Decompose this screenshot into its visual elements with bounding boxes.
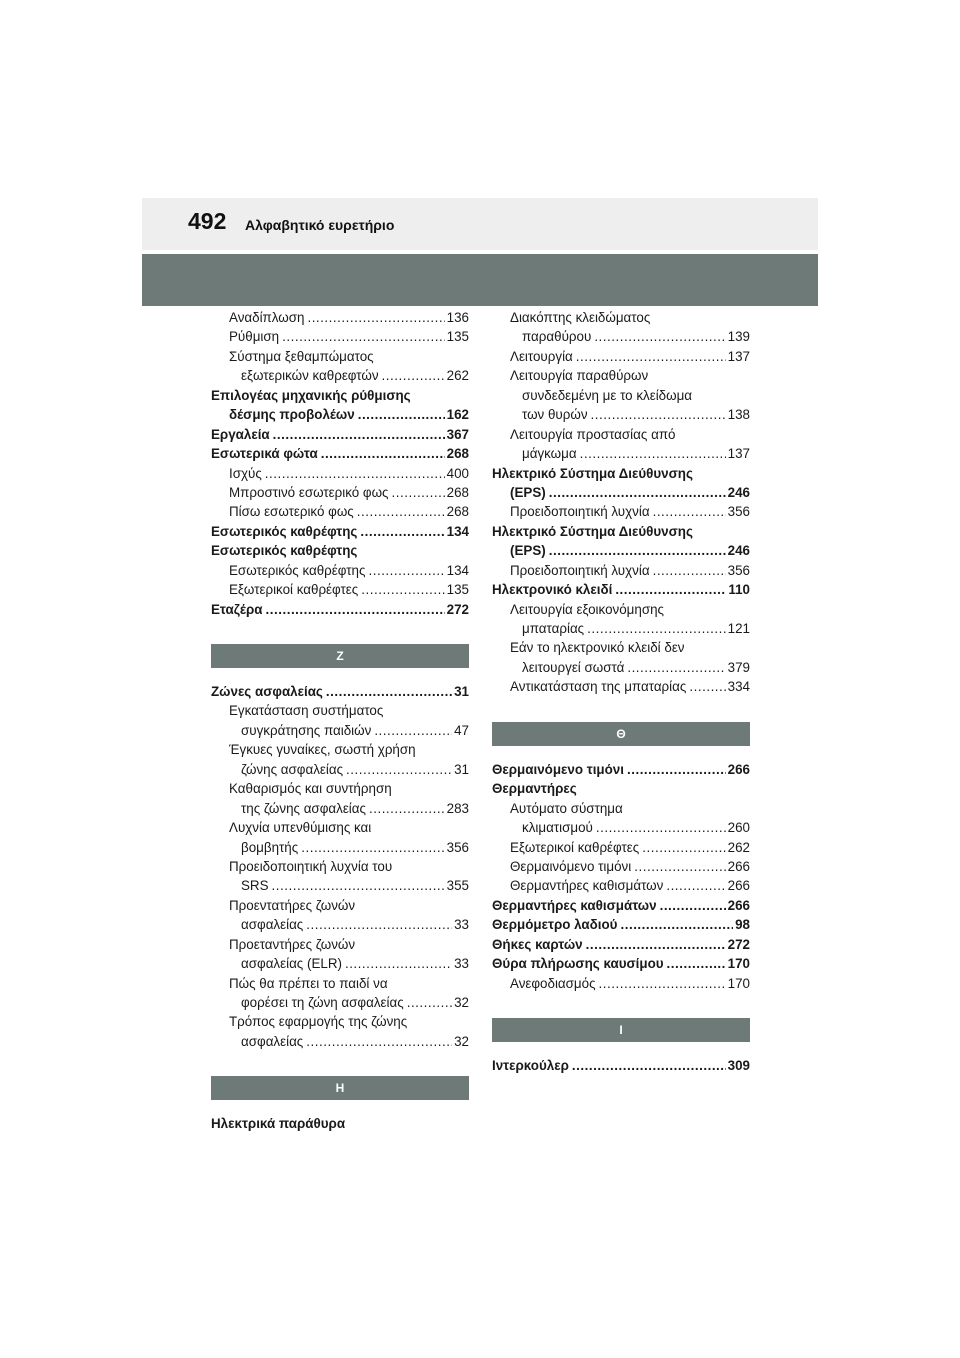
page-reference: 334: [727, 679, 750, 695]
dot-leader: [549, 483, 726, 502]
entry-text: δέσμης προβολέων: [229, 407, 355, 423]
entry-text: Προεταντήρες ζωνών: [229, 936, 356, 952]
page-reference: 32: [454, 995, 469, 1010]
section-gap: [492, 746, 750, 760]
page-reference: 266: [727, 761, 750, 777]
dot-leader: [360, 522, 444, 541]
page-reference: 138: [727, 407, 750, 423]
entry-text: Ζώνες ασφαλείας: [211, 684, 323, 699]
index-entry-heading: [492, 308, 750, 327]
dot-leader: [273, 425, 445, 444]
page-reference: 266: [727, 897, 750, 913]
section-gap: [492, 1042, 750, 1056]
index-entry-heading: [211, 935, 469, 954]
index-entry: [211, 580, 469, 599]
dot-leader: [586, 935, 726, 954]
entry-text: Εταζέρα: [211, 601, 263, 617]
section-letter-bar: H: [211, 1076, 469, 1100]
entry-text: SRS: [241, 878, 269, 894]
index-entry: [211, 308, 469, 327]
page-reference: 266: [727, 878, 750, 894]
index-entry-heading: [492, 386, 750, 405]
page-reference: 400: [446, 465, 469, 481]
entry-text: φορέσει τη ζώνη ασφαλείας: [241, 995, 404, 1010]
index-entry: [211, 760, 469, 779]
page-reference: 367: [446, 426, 469, 442]
section-gap: [211, 668, 469, 682]
dot-leader: [357, 502, 445, 521]
index-entry: [211, 405, 469, 424]
index-entry: [211, 876, 469, 895]
dot-leader: [634, 857, 725, 876]
page-reference: 134: [446, 562, 469, 578]
index-entry: [492, 1056, 750, 1075]
index-entry: [211, 425, 469, 444]
entry-text: Εσωτερικός καθρέφτης: [229, 562, 366, 578]
entry-text: των θυρών: [522, 407, 588, 423]
entry-text: Πίσω εσωτερικό φως: [229, 504, 354, 520]
index-entry-heading: [492, 464, 750, 483]
entry-text: Θερμαντήρες: [492, 781, 577, 797]
page-reference: 246: [727, 484, 750, 500]
dot-leader: [306, 915, 452, 934]
index-entry: [492, 502, 750, 521]
dot-leader: [660, 896, 726, 915]
page-reference: 268: [446, 446, 469, 462]
index-entry-heading: [211, 541, 469, 560]
entry-text: Εγκατάσταση συστήματος: [229, 703, 384, 719]
index-entry-heading: [211, 896, 469, 915]
dot-leader: [346, 760, 452, 779]
index-entry: [492, 974, 750, 993]
section-letter-bar: Θ: [492, 722, 750, 746]
index-entry: [492, 483, 750, 502]
entry-text: Λειτουργία εξοικονόμησης: [510, 601, 664, 617]
entry-text: Θερμόμετρο λαδιού: [492, 917, 618, 933]
dot-leader: [368, 561, 444, 580]
dot-leader: [594, 327, 725, 346]
page-reference: 262: [446, 368, 469, 384]
entry-text: Ανεφοδιασμός: [510, 975, 596, 991]
entry-text: Εσωτερικός καθρέφτης: [211, 523, 358, 539]
page-reference: 268: [446, 484, 469, 500]
index-entry: [492, 619, 750, 638]
page-reference: 170: [727, 975, 750, 991]
entry-text: (EPS): [510, 484, 546, 500]
dot-leader: [666, 876, 725, 895]
entry-text: Λειτουργία: [510, 348, 573, 364]
dot-leader: [620, 915, 733, 934]
index-entry: [211, 502, 469, 521]
index-entry: [492, 954, 750, 973]
entry-text: Ηλεκτρονικό κλειδί: [492, 582, 613, 598]
dot-leader: [326, 682, 452, 701]
index-entry: [492, 935, 750, 954]
dot-leader: [306, 1032, 452, 1051]
entry-text: Αναδίπλωση: [229, 310, 305, 325]
section-gap: [211, 619, 469, 644]
index-entry: [211, 366, 469, 385]
index-entry: [211, 327, 469, 346]
index-entry: [211, 600, 469, 619]
section-gap: [492, 697, 750, 722]
index-entry: [211, 464, 469, 483]
index-entry-heading: [211, 1012, 469, 1031]
page-reference: 33: [454, 956, 469, 972]
entry-text: ασφαλείας: [241, 1033, 304, 1049]
index-entry-heading: [211, 386, 469, 405]
page-reference: 32: [454, 1033, 469, 1049]
page-reference: 33: [454, 917, 469, 933]
page-reference: 268: [446, 504, 469, 520]
dot-leader: [591, 405, 726, 424]
page-reference: 110: [728, 582, 750, 598]
index-entry-heading: [492, 425, 750, 444]
dot-leader: [282, 327, 445, 346]
index-entry: [492, 915, 750, 934]
entry-text: Τρόπος εφαρμογής της ζώνης: [229, 1014, 408, 1030]
entry-text: Ιντερκούλερ: [492, 1058, 569, 1073]
index-entry: [492, 818, 750, 837]
dot-leader: [627, 760, 726, 779]
entry-text: Αντικατάσταση της μπαταρίας: [510, 679, 687, 695]
dot-leader: [549, 541, 726, 560]
section-letter-bar: Z: [211, 644, 469, 668]
dot-leader: [265, 464, 445, 483]
entry-text: Ηλεκτρικό Σύστημα Διεύθυνσης: [492, 523, 693, 539]
index-entry-heading: [211, 701, 469, 720]
entry-text: παραθύρου: [522, 329, 592, 345]
page-reference: 356: [446, 839, 469, 855]
dot-leader: [627, 658, 725, 677]
page-reference: 135: [446, 582, 469, 598]
entry-text: μπαταρίας: [522, 621, 585, 636]
index-entry-heading: [492, 600, 750, 619]
index-entry: [492, 580, 750, 599]
entry-text: Εξωτερικοί καθρέφτες: [510, 839, 640, 855]
index-entry: [492, 561, 750, 580]
index-entry: [211, 993, 469, 1012]
entry-text: Σύστημα ξεθαμπώματος: [229, 348, 374, 364]
page-reference: 356: [727, 562, 750, 578]
page-reference: 137: [727, 348, 750, 364]
index-entry-heading: [492, 779, 750, 798]
entry-text: συνδεδεμένη με το κλείδωμα: [522, 387, 693, 403]
dot-leader: [576, 347, 726, 366]
entry-text: Εργαλεία: [211, 426, 270, 442]
entry-text: Προεντατήρες ζωνών: [229, 897, 356, 913]
entry-text: Αυτόματο σύστημα: [510, 800, 623, 816]
entry-text: Προειδοποιητική λυχνία: [510, 504, 650, 520]
index-entry: [211, 444, 469, 463]
index-entry: [211, 1032, 469, 1051]
entry-text: Θερμαντήρες καθισμάτων: [510, 878, 664, 894]
page-reference: 47: [454, 722, 469, 738]
page-reference: 98: [735, 917, 750, 933]
index-entry: [492, 541, 750, 560]
entry-text: Προειδοποιητική λυχνία: [510, 562, 650, 578]
index-entry-heading: [492, 522, 750, 541]
dot-leader: [653, 502, 726, 521]
dot-leader: [301, 838, 444, 857]
page-reference: 121: [727, 621, 750, 636]
entry-text: ζώνης ασφαλείας: [241, 761, 344, 777]
index-entry: [492, 896, 750, 915]
index-entry: [492, 658, 750, 677]
page-reference: 262: [727, 839, 750, 855]
entry-text: Θύρα πλήρωσης καυσίμου: [492, 956, 664, 972]
index-entry: [211, 954, 469, 973]
index-entry-heading: [211, 347, 469, 366]
dot-leader: [272, 876, 445, 895]
entry-text: Λειτουργία παραθύρων: [510, 368, 649, 384]
dot-leader: [345, 954, 452, 973]
index-entry: [211, 483, 469, 502]
section-gap: [492, 993, 750, 1018]
page-reference: 170: [727, 956, 750, 972]
entry-text: Ισχύς: [229, 465, 262, 481]
index-entry: [492, 327, 750, 346]
page-reference: 283: [446, 800, 469, 816]
entry-text: Έγκυες γυναίκες, σωστή χρήση: [229, 742, 416, 758]
entry-text: βομβητής: [241, 839, 299, 855]
index-column-left: [211, 308, 469, 1134]
dot-leader: [653, 561, 726, 580]
page-reference: 266: [727, 858, 750, 874]
page-number: 492: [188, 208, 227, 234]
section-gap: [211, 1051, 469, 1076]
index-entry: [492, 876, 750, 895]
entry-text: ασφαλείας (ELR): [241, 956, 342, 972]
entry-text: Εσωτερικά φώτα: [211, 446, 318, 462]
dot-leader: [599, 974, 726, 993]
page-reference: 246: [727, 543, 750, 559]
index-entry: [211, 721, 469, 740]
entry-text: Προειδοποιητική λυχνία του: [229, 858, 393, 874]
page-reference: 356: [727, 504, 750, 520]
index-entry: [211, 799, 469, 818]
index-entry: [492, 760, 750, 779]
entry-text: Ηλεκτρικά παράθυρα: [211, 1116, 346, 1132]
dot-leader: [615, 580, 726, 599]
index-entry: [211, 522, 469, 541]
index-entry-heading: [211, 740, 469, 759]
page-reference: 139: [727, 329, 750, 345]
index-entry-heading: [211, 818, 469, 837]
entry-text: κλιματισμού: [522, 820, 593, 836]
index-entry-heading: [211, 779, 469, 798]
entry-text: Θερμαινόμενο τιμόνι: [492, 761, 624, 777]
page-reference: 137: [727, 446, 750, 462]
entry-text: ασφαλείας: [241, 917, 304, 933]
index-entry: [492, 405, 750, 424]
index-column-right: [492, 308, 750, 1075]
dot-leader: [596, 818, 726, 837]
dot-leader: [382, 366, 445, 385]
entry-text: Λυχνία υπενθύμισης και: [229, 820, 372, 836]
entry-text: Πώς θα πρέπει το παιδί να: [229, 975, 388, 991]
page-reference: 135: [446, 329, 469, 345]
dot-leader: [580, 444, 726, 463]
entry-text: λειτουργεί σωστά: [522, 659, 625, 675]
entry-text: Εξωτερικοί καθρέφτες: [229, 582, 359, 598]
entry-text: Εάν το ηλεκτρονικό κλειδί δεν: [510, 640, 685, 656]
entry-text: Θερμαντήρες καθισμάτων: [492, 897, 657, 913]
entry-text: Θερμαινόμενο τιμόνι: [510, 858, 632, 874]
entry-text: Μπροστινό εσωτερικό φως: [229, 484, 389, 500]
dot-leader: [392, 483, 445, 502]
page-reference: 272: [446, 601, 469, 617]
index-entry-heading: [211, 1114, 469, 1133]
dot-leader: [369, 799, 445, 818]
dot-leader: [307, 308, 444, 327]
entry-text: Καθαρισμός και συντήρηση: [229, 781, 392, 797]
dot-leader: [374, 721, 452, 740]
title-band: [142, 254, 818, 306]
page-reference: 309: [727, 1058, 750, 1073]
entry-text: Επιλογέας μηχανικής ρύθμισης: [211, 387, 411, 403]
index-entry-heading: [211, 857, 469, 876]
page-reference: 31: [454, 761, 469, 777]
index-entry-heading: [492, 638, 750, 657]
entry-text: Ρύθμιση: [229, 329, 280, 345]
running-title: Αλφαβητικό ευρετήριο: [245, 217, 395, 233]
entry-text: Ηλεκτρικό Σύστημα Διεύθυνσης: [492, 465, 693, 481]
entry-text: της ζώνης ασφαλείας: [241, 800, 366, 816]
page-reference: 162: [446, 407, 469, 423]
page-reference: 134: [446, 523, 469, 539]
page-reference: 379: [727, 659, 750, 675]
page-reference: 260: [727, 820, 750, 836]
dot-leader: [407, 993, 452, 1012]
page-reference: 355: [446, 878, 469, 894]
dot-leader: [358, 405, 445, 424]
dot-leader: [689, 677, 725, 696]
dot-leader: [321, 444, 445, 463]
entry-text: Λειτουργία προστασίας από: [510, 426, 676, 442]
dot-leader: [266, 600, 445, 619]
dot-leader: [667, 954, 726, 973]
index-entry: [492, 838, 750, 857]
index-entry: [211, 561, 469, 580]
entry-text: Θήκες καρτών: [492, 936, 583, 952]
index-entry-heading: [492, 799, 750, 818]
index-entry: [492, 857, 750, 876]
page-reference: 31: [454, 684, 469, 699]
entry-text: (EPS): [510, 543, 546, 559]
entry-text: μάγκωμα: [522, 446, 577, 462]
page-reference: 272: [727, 936, 750, 952]
index-entry: [492, 677, 750, 696]
index-entry: [211, 915, 469, 934]
dot-leader: [361, 580, 444, 599]
index-entry: [492, 347, 750, 366]
index-entry: [211, 838, 469, 857]
header-band: [142, 198, 818, 250]
section-letter-bar: I: [492, 1018, 750, 1042]
page-reference: 136: [446, 310, 469, 325]
entry-text: Εσωτερικός καθρέφτης: [211, 543, 358, 559]
index-entry-heading: [492, 366, 750, 385]
section-gap: [211, 1100, 469, 1114]
entry-text: εξωτερικών καθρεφτών: [241, 368, 379, 384]
index-entry: [492, 444, 750, 463]
index-entry: [211, 682, 469, 701]
entry-text: συγκράτησης παιδιών: [241, 722, 372, 738]
dot-leader: [642, 838, 725, 857]
dot-leader: [587, 619, 726, 638]
entry-text: Διακόπτης κλειδώματος: [510, 310, 651, 325]
dot-leader: [572, 1056, 726, 1075]
index-entry-heading: [211, 974, 469, 993]
